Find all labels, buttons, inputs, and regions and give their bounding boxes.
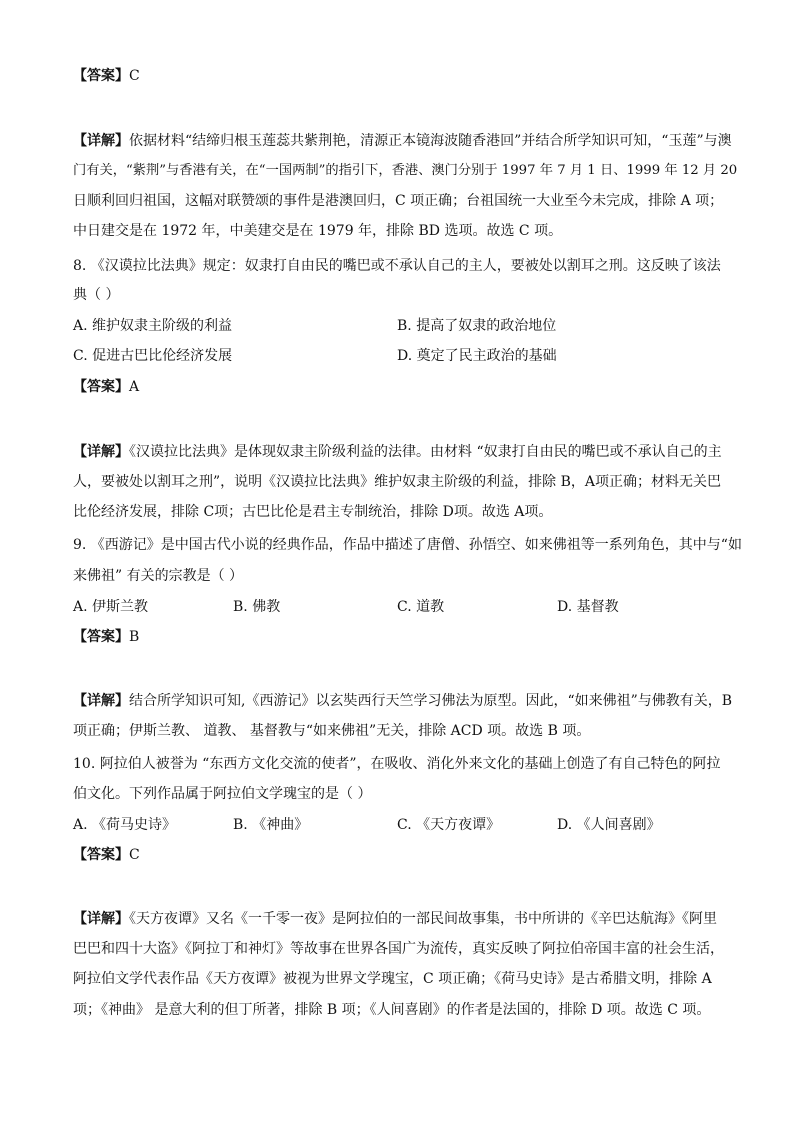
q9-detail-line: 项正确；伊斯兰教、 道教、 基督教与“如来佛祖”无关，排除 ACD 项。故选 B 项。 [73, 723, 591, 739]
q8-stem-line: 8. 《汉谟拉比法典》规定：奴隶打自由民的嘴巴或不承认自己的主人，要被处以割耳之刑。这反映了该法 [73, 258, 721, 274]
q7-detail-line: 【详解】依据材料“结缔归根玉莲蕊共紫荆艳，清源正本镜海波随香港回”并结合所学知识可知，“玉莲”与澳 [73, 133, 732, 149]
answer-value: C [129, 68, 140, 84]
detail-tag: 【详解】 [73, 444, 129, 460]
q10-detail-line: 【详解】《天方夜谭》又名《一千零一夜》是阿拉伯的一部民间故事集，书中所讲的《辛巴达航海》《阿里 [73, 911, 717, 927]
answer-value: C [129, 847, 140, 863]
q8-option-c: C. 促进古巴比伦经济发展 [73, 348, 233, 364]
q8-stem-line: 典（ ） [73, 287, 120, 303]
q10-stem-line: 10. 阿拉伯人被誉为 “东西方文化交流的使者”，在吸收、消化外来文化的基础上创造了有自己特色的阿拉 [73, 756, 721, 772]
detail-tag: 【详解】 [73, 133, 129, 149]
q8-option-a: A. 维护奴隶主阶级的利益 [73, 318, 233, 334]
q9-detail-line: 【详解】结合所学知识可知,《西游记》以玄奘西行天竺学习佛法为原型。因此，“如来佛祖”与佛教有关，B [73, 693, 733, 709]
q8-detail-line: 比伦经济发展，排除 C项；古巴比伦是君主专制统治，排除 D项。故选 A项。 [73, 504, 553, 520]
q9-option-c: C. 道教 [397, 599, 445, 615]
q9-option-d: D. 基督教 [557, 599, 619, 615]
q9-option-b: B. 佛教 [233, 599, 281, 615]
q7-detail-line: 门有关，“紫荆”与香港有关，在“一国两制”的指引下，香港、澳门分别于 1997 年 7 月 1 日、1999 年 12 月 20 [73, 163, 738, 178]
q8-detail-line: 【详解】《汉谟拉比法典》是体现奴隶主阶级利益的法律。由材料 “奴隶打自由民的嘴巴或不承认自己的主 [73, 444, 722, 460]
q10-stem-line: 伯文化。下列作品属于阿拉伯文学瑰宝的是（ ） [73, 786, 372, 802]
answer-tag: 【答案】 [73, 68, 129, 84]
answer-value: B [129, 629, 140, 645]
q9-option-a: A. 伊斯兰教 [73, 599, 149, 615]
q10-detail-line: 项；《神曲》 是意大利的但丁所著，排除 B 项；《人间喜剧》的作者是法国的，排除 D 项。故选 C 项。 [73, 1002, 711, 1018]
q7-detail-line: 中日建交是在 1972 年，中美建交是在 1979 年，排除 BD 选项。故选 C 项。 [73, 223, 563, 239]
q8-detail-line: 人，要被处以割耳之刑”，说明《汉谟拉比法典》维护奴隶主阶级的利益，排除 B，A项正确；材料无关巴 [73, 474, 722, 490]
q7-answer [73, 66, 140, 86]
q8-option-b: B. 提高了奴隶的政治地位 [397, 318, 557, 334]
detail-tag: 【详解】 [73, 693, 129, 709]
answer-tag: 【答案】 [73, 847, 129, 863]
answer-value: A [129, 379, 140, 395]
q10-detail-line: 巴巴和四十大盗》《阿拉丁和神灯》等故事在世界各国广为流传，真实反映了阿拉伯帝国丰富的社会生活， [73, 941, 724, 957]
q10-detail-line: 阿拉伯文学代表作品《天方夜谭》被视为世界文学瑰宝，C 项正确；《荷马史诗》是古希腊文明，排除 A [73, 971, 712, 987]
detail-tag: 【详解】 [73, 911, 129, 927]
answer-tag: 【答案】 [73, 379, 129, 395]
q10-option-d: D. 《人间喜剧》 [557, 817, 661, 833]
q9-stem-line: 来佛祖” 有关的宗教是（ ） [73, 568, 244, 584]
q10-option-c: C. 《天方夜谭》 [397, 817, 501, 833]
answer-tag: 【答案】 [73, 629, 129, 645]
q9-stem-line: 9. 《西游记》是中国古代小说的经典作品，作品中描述了唐僧、孙悟空、如来佛祖等一系列角色，其中与“如 [73, 537, 742, 553]
q10-option-a: A. 《荷马史诗》 [73, 817, 177, 833]
q10-answer [73, 845, 140, 865]
q7-detail-line: 日顺利回归祖国，这幅对联赞颂的事件是港澳回归，C 项正确；台祖国统一大业至今未完成，排除 A 项； [73, 193, 724, 209]
q8-option-d: D. 奠定了民主政治的基础 [397, 348, 557, 364]
q8-answer [73, 377, 139, 397]
q10-option-b: B. 《神曲》 [233, 817, 309, 833]
q9-answer [73, 627, 139, 647]
